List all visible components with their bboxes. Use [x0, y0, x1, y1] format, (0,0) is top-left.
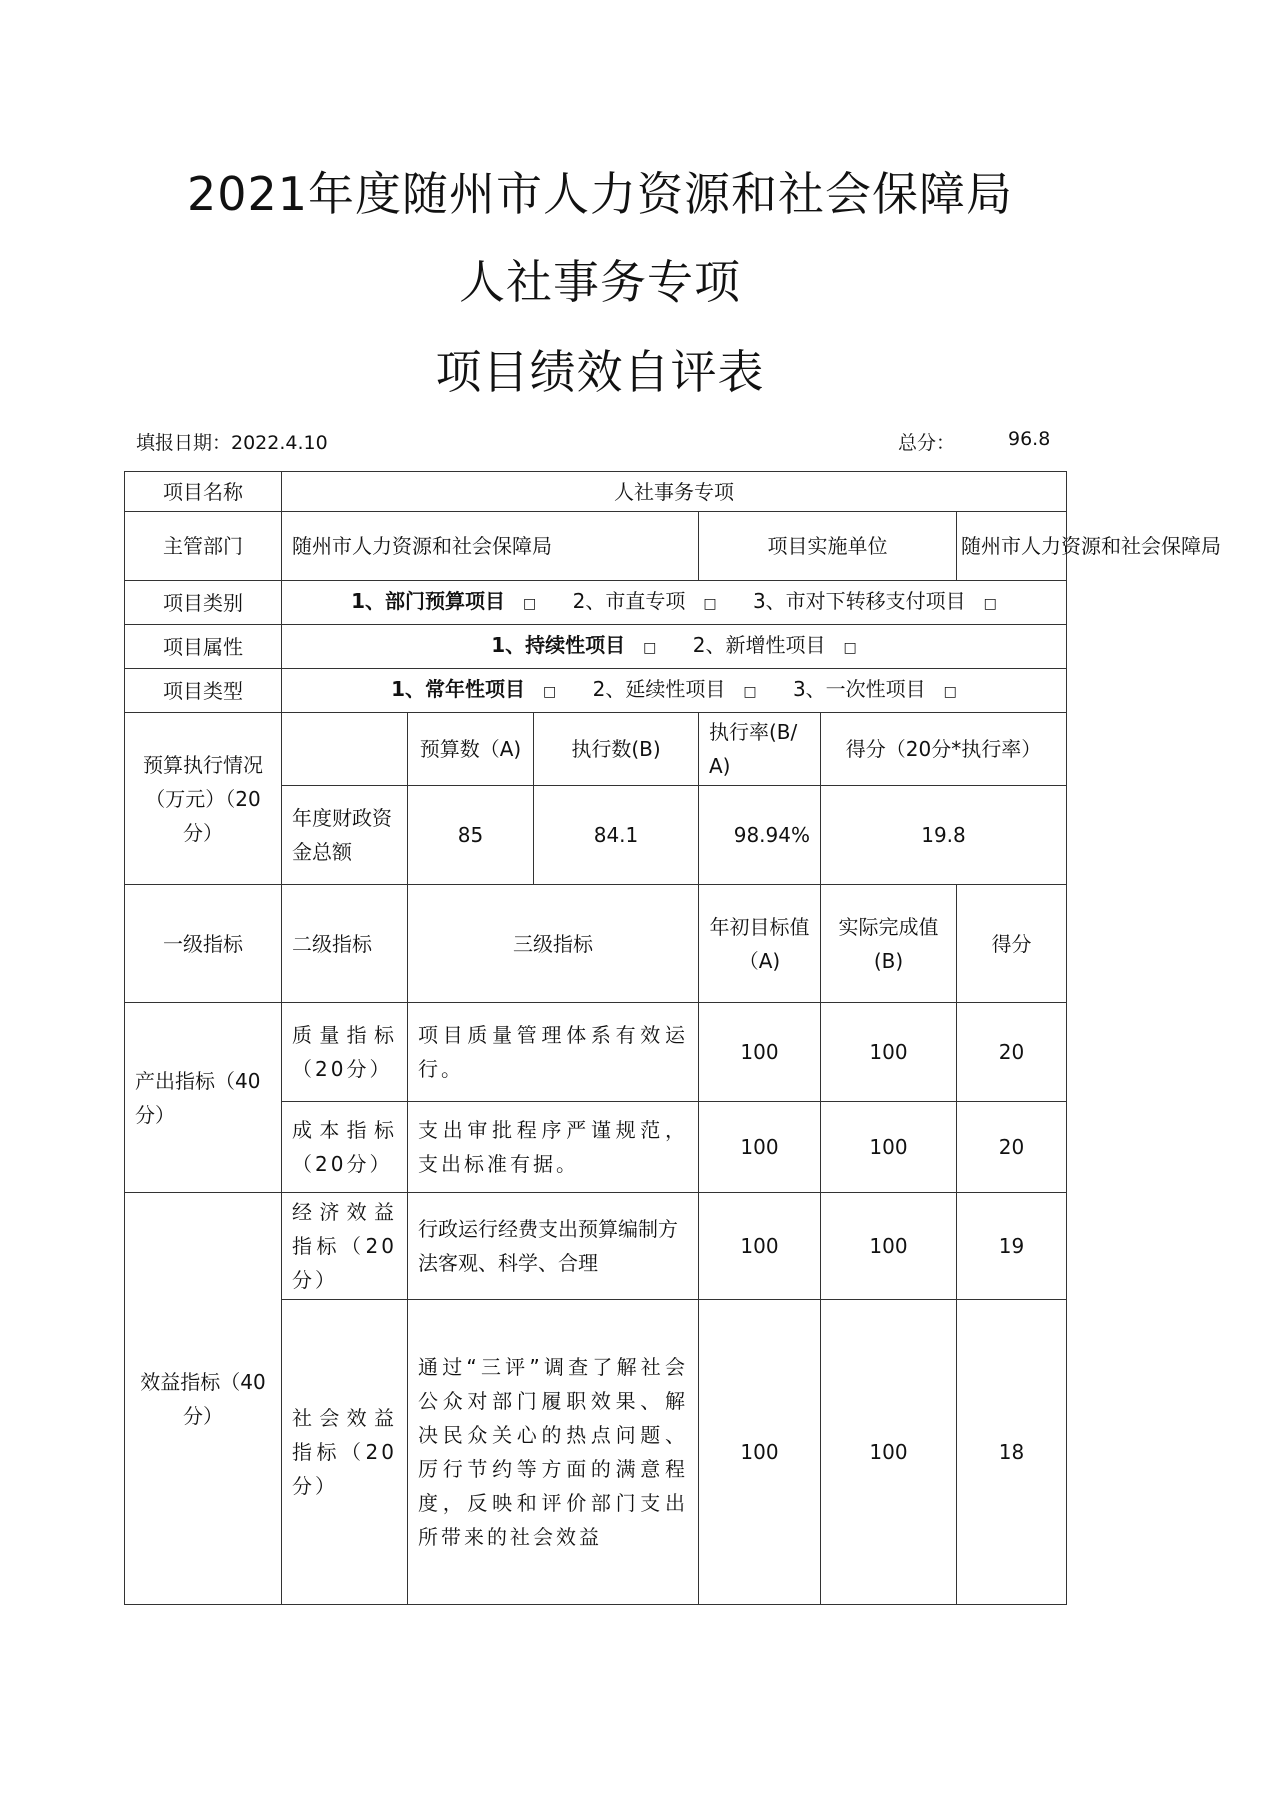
- actual-cell: 100: [821, 1003, 957, 1102]
- project-name-label: 项目名称: [125, 472, 282, 512]
- type-option-3: 3、一次性项目: [792, 677, 926, 701]
- checkbox-icon[interactable]: □: [983, 596, 997, 612]
- budget-row-label: 年度财政资金总额: [282, 786, 408, 885]
- table-row: [125, 1003, 1067, 1102]
- page-subtitle-project: 人社事务专项: [459, 255, 741, 309]
- level3-cell: 项目质量管理体系有效运行。: [408, 1003, 699, 1102]
- level2-cell: 社会效益指标（20分）: [282, 1300, 408, 1605]
- indicator-header-row: [125, 885, 1067, 1003]
- level2-cell: 成本指标（20分）: [282, 1102, 408, 1193]
- level3-cell: 行政运行经费支出预算编制方法客观、科学、合理: [408, 1193, 699, 1300]
- target-cell: 100: [699, 1102, 821, 1193]
- level3-cell: 支出审批程序严谨规范，支出标准有据。: [408, 1102, 699, 1193]
- level2-cell: 经济效益指标（20分）: [282, 1193, 408, 1300]
- budget-value-score: 19.8: [821, 786, 1067, 885]
- budget-header-executed: 执行数(B): [534, 713, 699, 786]
- budget-value-budget: 85: [408, 786, 534, 885]
- table-row: [125, 1193, 1067, 1300]
- page-title: 2021年度随州市人力资源和社会保障局: [186, 167, 1014, 221]
- checkbox-icon[interactable]: □: [703, 596, 717, 612]
- category-row: [125, 581, 1067, 625]
- checkbox-icon[interactable]: □: [743, 684, 757, 700]
- header-level2: 二级指标: [282, 885, 408, 1003]
- budget-value-rate: 98.94%: [699, 786, 821, 885]
- attribute-options: [282, 625, 1067, 669]
- attribute-row: [125, 625, 1067, 669]
- score-cell: 18: [957, 1300, 1067, 1605]
- category-option-1: 1、部门预算项目: [351, 589, 506, 613]
- type-label: 项目类型: [125, 669, 282, 713]
- header-actual: 实际完成值(B): [821, 885, 957, 1003]
- actual-cell: 100: [821, 1102, 957, 1193]
- type-options: [282, 669, 1067, 713]
- target-cell: 100: [699, 1003, 821, 1102]
- score-cell: 20: [957, 1102, 1067, 1193]
- header-score: 得分: [957, 885, 1067, 1003]
- checkbox-icon[interactable]: □: [543, 684, 557, 700]
- budget-header-budget: 预算数（A): [408, 713, 534, 786]
- project-name-value: 人社事务专项: [282, 472, 1067, 512]
- total-score-value: 96.8: [1008, 428, 1051, 450]
- score-cell: 20: [957, 1003, 1067, 1102]
- level3-cell: 通过“三评”调查了解社会公众对部门履职效果、解决民众关心的热点问题、厉行节约等方面的满意程度，反映和评价部门支出所带来的社会效益: [408, 1300, 699, 1605]
- impl-unit-label: 项目实施单位: [699, 512, 957, 581]
- type-option-2: 2、延续性项目: [592, 677, 726, 701]
- total-score-label: 总分：: [898, 432, 956, 454]
- impl-unit-value: 随州市人力资源和社会保障局: [957, 512, 1067, 581]
- target-cell: 100: [699, 1193, 821, 1300]
- level1-benefit: 效益指标（40分）: [125, 1193, 282, 1605]
- checkbox-icon[interactable]: □: [643, 640, 657, 656]
- budget-header-row: [125, 713, 1067, 786]
- type-row: [125, 669, 1067, 713]
- target-cell: 100: [699, 1300, 821, 1605]
- checkbox-icon[interactable]: □: [523, 596, 537, 612]
- header-target: 年初目标值（A): [699, 885, 821, 1003]
- project-name-row: [125, 472, 1067, 512]
- page-subtitle-form: 项目绩效自评表: [435, 345, 765, 399]
- fill-date: 填报日期：2022.4.10: [136, 432, 328, 454]
- category-option-2: 2、市直专项: [572, 589, 686, 613]
- budget-header-rate: 执行率(B/A): [699, 713, 821, 786]
- attribute-label: 项目属性: [125, 625, 282, 669]
- budget-value-executed: 84.1: [534, 786, 699, 885]
- attribute-option-2: 2、新增性项目: [692, 633, 826, 657]
- attribute-option-1: 1、持续性项目: [491, 633, 626, 657]
- type-option-1: 1、常年性项目: [391, 677, 526, 701]
- level1-output: 产出指标（40分）: [125, 1003, 282, 1193]
- category-options: [282, 581, 1067, 625]
- header-level1: 一级指标: [125, 885, 282, 1003]
- checkbox-icon[interactable]: □: [843, 640, 857, 656]
- checkbox-icon[interactable]: □: [943, 684, 957, 700]
- category-option-3: 3、市对下转移支付项目: [752, 589, 966, 613]
- dept-value: 随州市人力资源和社会保障局: [282, 512, 699, 581]
- budget-label: 预算执行情况（万元）（20分）: [125, 713, 282, 885]
- category-label: 项目类别: [125, 581, 282, 625]
- budget-header-score: 得分（20分*执行率）: [821, 713, 1067, 786]
- department-row: [125, 512, 1067, 581]
- level2-cell: 质量指标（20分）: [282, 1003, 408, 1102]
- dept-label: 主管部门: [125, 512, 282, 581]
- self-evaluation-table: [124, 471, 1221, 1605]
- actual-cell: 100: [821, 1193, 957, 1300]
- budget-corner-cell: [282, 713, 408, 786]
- score-cell: 19: [957, 1193, 1067, 1300]
- actual-cell: 100: [821, 1300, 957, 1605]
- header-level3: 三级指标: [408, 885, 699, 1003]
